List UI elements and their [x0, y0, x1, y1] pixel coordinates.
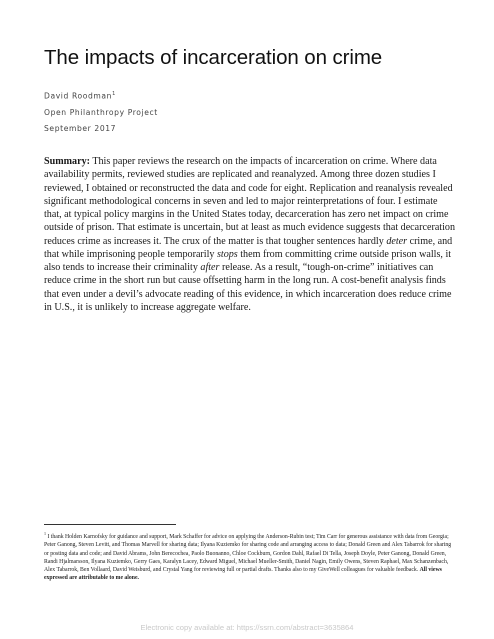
- footnote: [44, 530, 456, 583]
- footnote-disclaimer: All views expressed are attributable to me alone.: [44, 567, 442, 582]
- author-name: David Roodman: [44, 91, 113, 101]
- footnote-mark: 1: [44, 531, 46, 536]
- summary-text-4: release. As a result, “tough-on-crime” initiatives can reduce crime in the short run but cause offsetting harm in the long run. A cost-benefit analysis finds that even under a devil’s advocate reading of this evidence, in which incarceration does reduce crime in U.S., it is unlikely to increase aggregate welfare.: [44, 262, 452, 313]
- summary-emphasis-deter: deter: [386, 235, 408, 247]
- summary-text-1: This paper reviews the research on the impacts of incarceration on crime. Where data availability permits, reviewed studies are replicated and reanalyzed. Among three dozen studies I reviewed, I obtained or reconstructed the data and code for eight. Replication and reanalysis revealed significant methodological concerns in seven and led to major reinterpretations of four. I estimate that, at typical policy margins in the United States today, decarceration has zero net impact on crime outside of prison. That estimate is uncertain, but at least as much evidence suggests that decarceration reduces crime as increases it. The crux of the matter is that tougher sentences hardly: [44, 156, 456, 247]
- author-line: [44, 91, 115, 101]
- summary-lead: Summary:: [44, 156, 90, 167]
- publication-date: September 2017: [44, 124, 117, 133]
- organization: Open Philanthropy Project: [44, 108, 158, 117]
- footnote-text: I thank Holden Karnofsky for guidance and support, Mark Schaffer for advice on applying the Anderson-Rubin test; Tim Carr for generous assistance with data from Georgia; Peter Ganong, Steven Levitt, and Thomas Marvell for sharing data; Ilyana Kuziemko for sharing code and arranging access to data; Donald Green and Alex Tabarrok for sharing or posting data and code; and David Abrams, John Berecochea, Paolo Buonanno, Chloe Cockburn, Gordon Dahl, Rafael Di Tella, Joseph Doyle, Peter Ganong, Donald Green, Randi Hjalmarsson, Ilyana Kuziemko, Gerry Gaes, Karalyn Lacey, Edward Miguel, Michael Mueller-Smith, Daniel Nagin, Emily Owens, Steven Raphael, Max Schanzenbach, Alex Tabarrok, Ben Vollaard, David Weisburd, and Crystal Yang for reviewing full or partial drafts. Thanks also to my GiveWell colleagues for valuable feedback.: [44, 533, 452, 574]
- paper-title: The impacts of incarceration on crime: [44, 46, 383, 69]
- summary-emphasis-after: after: [200, 262, 220, 273]
- footnote-divider: [44, 524, 176, 525]
- summary-emphasis-stops: stops: [216, 248, 238, 260]
- author-footnote-mark[interactable]: 1: [112, 91, 116, 97]
- summary-paragraph: [44, 155, 456, 314]
- summary-text-2: crime, and that while imprisoning people temporarily: [44, 235, 453, 260]
- ssrn-watermark: Electronic copy available at: https://ssrn.com/abstract=3635864: [140, 623, 354, 632]
- summary-text-3: them from committing crime outside prison walls, it also tends to increase their criminality: [44, 248, 452, 273]
